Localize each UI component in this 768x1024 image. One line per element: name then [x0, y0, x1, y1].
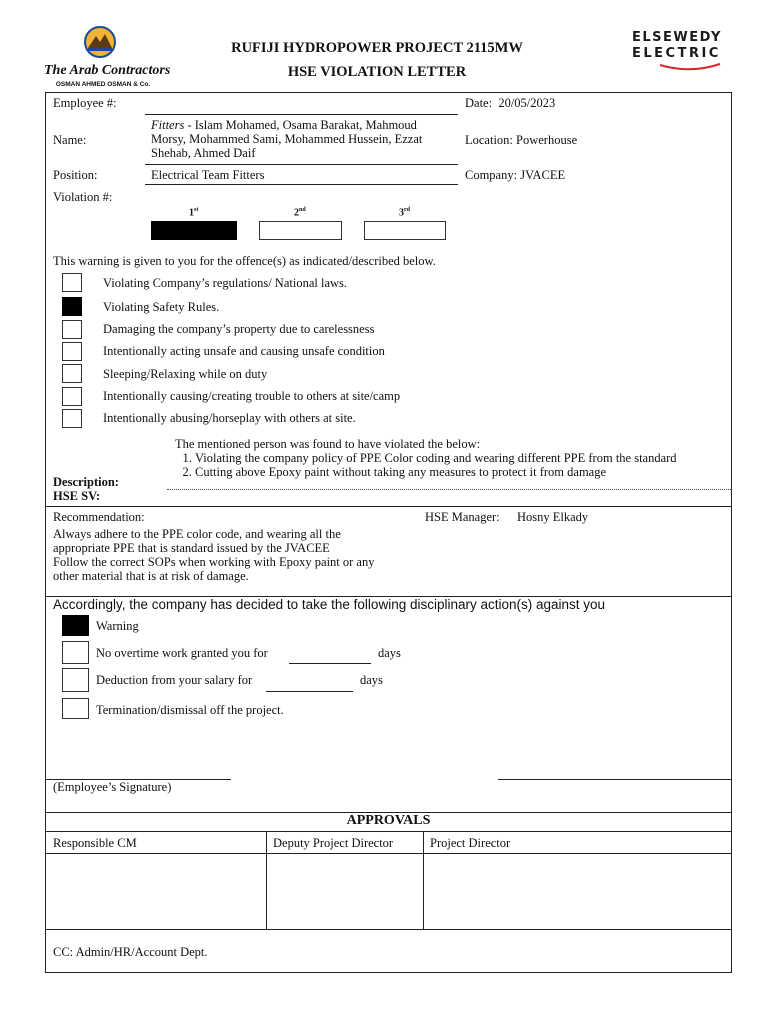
elsewedy-logo-line1: ELSEWEDY [632, 30, 722, 45]
elsewedy-logo-line2: ELECTRIC [632, 46, 721, 61]
arab-contractors-logo [44, 26, 171, 92]
action-no-overtime-checkbox[interactable] [62, 641, 89, 664]
offence-4-checkbox[interactable] [62, 342, 82, 361]
project-title: RUFIJI HYDROPOWER PROJECT 2115MW [231, 40, 523, 56]
position-label: Position: [53, 168, 98, 182]
employee-signature-label: (Employee’s Signature) [53, 780, 172, 794]
violation-3-num: 3 [399, 207, 404, 219]
approvals-title: APPROVALS [346, 813, 431, 828]
recommendation-line-2: appropriate PPE that is standard issued by the JVACEE [53, 541, 330, 555]
no-overtime-days-unit: days [378, 646, 401, 660]
offence-1-label: Violating Company’s regulations/ National laws. [103, 276, 348, 290]
position-underline [145, 184, 458, 185]
name-prefix: Fitters [151, 118, 185, 132]
date-value: 20/05/2023 [498, 96, 556, 110]
arab-contractors-name: The Arab Contractors [44, 63, 171, 78]
description-point-1: 1. Violating the company policy of PPE Color coding and wearing different PPE from the standard [195, 451, 715, 465]
violation-3-sup: rd [404, 207, 410, 213]
offence-6-checkbox[interactable] [62, 387, 82, 406]
recommendation-line-3: Follow the correct SOPs when working with Epoxy paint or any [53, 555, 375, 569]
name-list: - Islam Mohamed, Osama Barakat, Mahmoud Morsy, Mohammed Sami, Mohammed Hussein, Ezzat Shehab, Ahmed Daif [151, 118, 423, 160]
elsewedy-swoosh-icon [658, 62, 722, 72]
action-deduction-checkbox[interactable] [62, 668, 89, 692]
employee-number-label: Employee #: [53, 96, 117, 110]
description-points [175, 451, 715, 479]
offence-1-checkbox[interactable] [62, 273, 82, 292]
elsewedy-logo [628, 30, 728, 74]
violation-number-label: Violation #: [53, 190, 113, 204]
recommendation-line-1: Always adhere to the PPE color code, and wearing all the [53, 527, 341, 541]
name-label: Name: [53, 133, 87, 147]
offence-5-label: Sleeping/Relaxing while on duty [103, 367, 268, 381]
violation-3-label [399, 207, 410, 218]
violation-1-num: 1 [189, 207, 194, 219]
offence-4-label: Intentionally acting unsafe and causing unsafe condition [103, 344, 385, 358]
description-list [175, 451, 715, 479]
violation-1-checkbox[interactable] [151, 221, 237, 240]
date-label-text: Date: [465, 96, 493, 110]
recommendation-line-4: other material that is at risk of damage. [53, 569, 249, 583]
manager-signature-line [498, 779, 732, 780]
deduction-days-unit: days [360, 673, 383, 687]
position-value: Electrical Team Fitters [151, 168, 265, 182]
approval-sign-deputy-director[interactable] [267, 854, 423, 929]
offence-3-checkbox[interactable] [62, 320, 82, 339]
offence-2-checkbox[interactable] [62, 297, 82, 316]
action-no-overtime-label: No overtime work granted you for [96, 646, 268, 660]
actions-intro: Accordingly, the company has decided to take the following disciplinary action(s) against you [53, 597, 606, 612]
violation-1-sup: st [194, 207, 199, 213]
approvals-header-top [45, 831, 732, 832]
offence-5-checkbox[interactable] [62, 364, 82, 383]
offence-7-checkbox[interactable] [62, 409, 82, 428]
description-dotted-line [167, 489, 731, 490]
description-intro: The mentioned person was found to have violated the below: [175, 437, 481, 451]
hse-manager-label: HSE Manager: [425, 510, 500, 524]
date-label [465, 96, 555, 111]
action-deduction-label: Deduction from your salary for [96, 673, 253, 687]
violation-2-label [294, 207, 306, 218]
approvals-bottom [45, 929, 732, 930]
description-point-2: 2. Cutting above Epoxy paint without taking any measures to protect it from damage [195, 465, 715, 479]
offence-6-label: Intentionally causing/creating trouble to others at site/camp [103, 389, 401, 403]
description-label: Description: [53, 475, 119, 489]
hse-sv-label: HSE SV: [53, 489, 101, 503]
name-value [151, 118, 451, 160]
company-label: Company: JVACEE [465, 168, 566, 182]
approval-col-project-director: Project Director [430, 836, 511, 850]
approval-sign-project-director[interactable] [424, 854, 731, 929]
offence-3-label: Damaging the company’s property due to carelessness [103, 322, 375, 336]
action-termination-checkbox[interactable] [62, 698, 89, 719]
offence-7-label: Intentionally abusing/horseplay with others at site. [103, 411, 356, 425]
violation-2-sup: nd [299, 207, 306, 213]
deduction-days-line [266, 691, 353, 692]
approval-col-deputy-director: Deputy Project Director [273, 836, 394, 850]
approval-sign-responsible-cm[interactable] [46, 854, 266, 929]
location-label: Location: Powerhouse [465, 133, 578, 147]
offences-intro: This warning is given to you for the offence(s) as indicated/described below. [53, 254, 436, 268]
violation-2-checkbox[interactable] [259, 221, 342, 240]
hse-manager-name: Hosny Elkady [517, 510, 589, 524]
approval-col-responsible-cm: Responsible CM [53, 836, 137, 850]
action-termination-label: Termination/dismissal off the project. [96, 703, 284, 717]
cc-line: CC: Admin/HR/Account Dept. [53, 945, 208, 959]
action-warning-checkbox[interactable] [62, 615, 89, 636]
employee-number-underline [145, 114, 458, 115]
violation-2-num: 2 [294, 207, 299, 219]
violation-3-checkbox[interactable] [364, 221, 446, 240]
recommendation-label: Recommendation: [53, 510, 145, 524]
section-divider-1 [45, 506, 732, 507]
no-overtime-days-line [289, 663, 371, 664]
arab-contractors-subname: OSMAN AHMED OSMAN & Co. [55, 81, 151, 88]
letter-title: HSE VIOLATION LETTER [287, 64, 467, 80]
recommendation-text [53, 527, 374, 583]
violation-1-label [189, 207, 198, 218]
action-warning-label: Warning [96, 619, 139, 633]
offence-2-label: Violating Safety Rules. [103, 300, 220, 314]
name-underline [145, 164, 458, 165]
